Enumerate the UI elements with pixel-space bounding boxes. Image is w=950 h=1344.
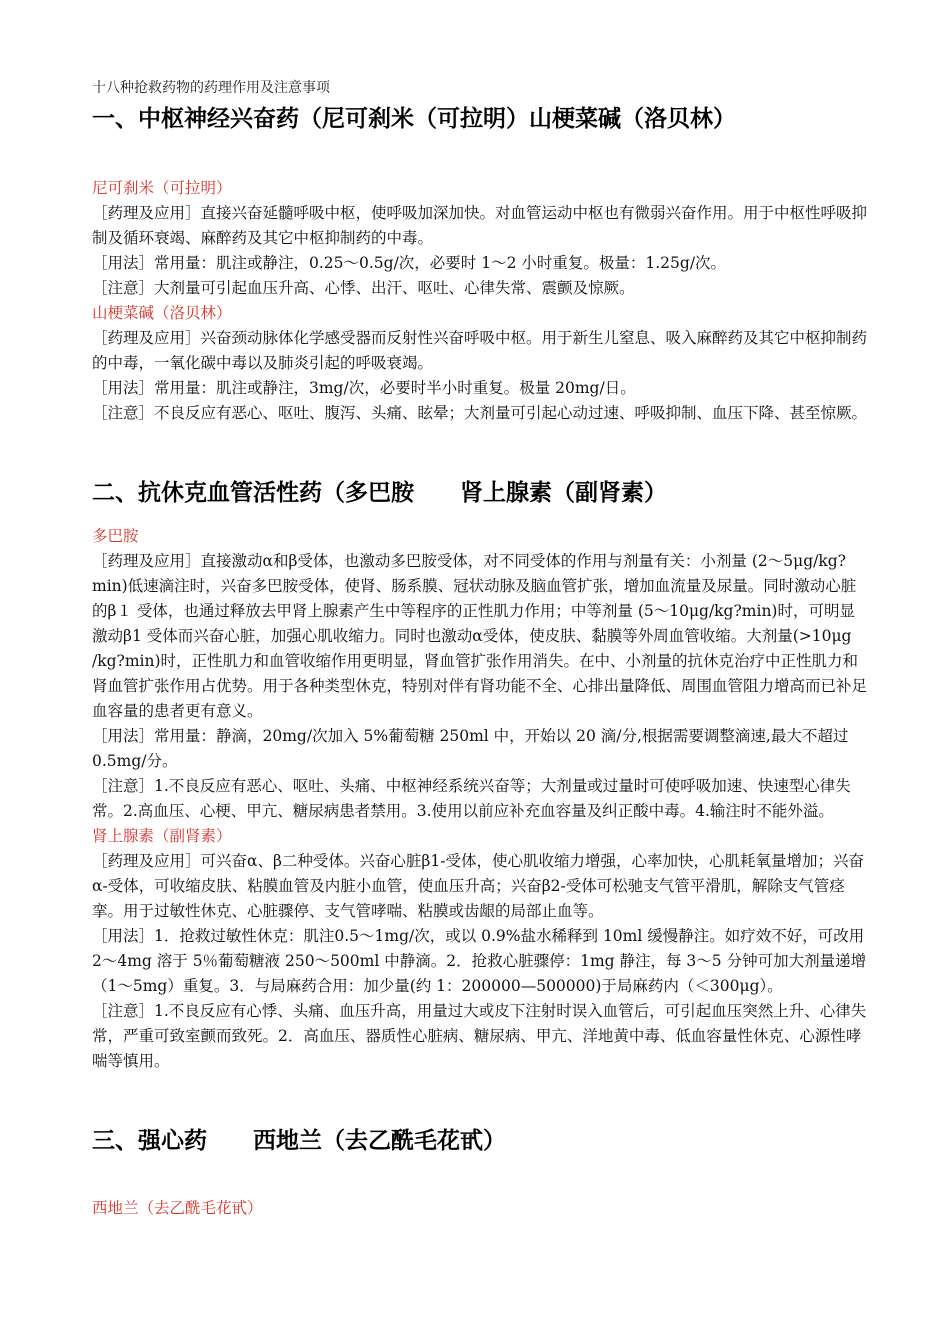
drug-pharmacology-text: ［药理及应用］直接激动α和β受体，也激动多巴胺受体，对不同受体的作用与剂量有关：小剂量 (2～5μg/kg?min)低速滴注时，兴奋多巴胺受体，使肾、肠系膜、冠状动脉及脑血管扩张，增加血流量及尿量。同时激动心脏的β１ 受体，也通过释放去甲肾上腺素产生中等程序的正性肌力作用；中等剂量 (5～10μg/kg?min)时，可明显激动β1 受体而兴奋心脏，加强心肌收缩力。同时也激动α受体，使皮肤、黏膜等外周血管收缩。大剂量(>10μg /kg?min)时，正性肌力和血管收缩作用更明显，肾血管扩张作用消失。在中、小剂量的抗休克治疗中正性肌力和肾血管扩张作用占优势。用于各种类型休克，特别对伴有肾功能不全、心排出量降低、周围血管阻力增高而已补足血容量的患者更有意义。 [92,552,868,720]
drug-name-nikethamide: 尼可刹米（可拉明） [92,179,232,197]
drug-name-lobeline: 山梗菜碱（洛贝林） [92,304,232,322]
drug-name-dopamine: 多巴胺 [92,527,139,545]
drug-usage-text: ［用法］1．抢救过敏性休克：肌注0.5～1mg/次，或以 0.9%盐水稀释到 10ml 缓慢静注。如疗效不好，可改用 2～4mg 溶于 5％葡萄糖液 250～500ml 中静滴。2．抢救心脏骤停：1mg 静注，每 3～5 分钟可加大剂量递增（1～5mg）重复。3．与局麻药合用：加少量(约 1：200000—500000)于局麻药内（＜300μg）。 [92,927,867,995]
drug-usage-text: ［用法］常用量：肌注或静注，3mg/次，必要时半小时重复。极量 20mg/日。 [92,379,636,397]
drug-caution-text: ［注意］不良反应有恶心、呕吐、腹泻、头痛、眩晕；大剂量可引起心动过速、呼吸抑制、血压下降、甚至惊厥。 [92,404,868,422]
drug-usage-text: ［用法］常用量：静滴，20mg/次加入 5%葡萄糖 250ml 中，开始以 20 滴/分,根据需要调整滴速,最大不超过 0.5mg/分。 [92,727,849,770]
document-title: 十八种抢救药物的药理作用及注意事项 [92,80,330,96]
drug-caution-text: ［注意］1.不良反应有恶心、呕吐、头痛、中枢神经系统兴奋等；大剂量或过量时可使呼吸加速、快速型心律失常。2.高血压、心梗、甲亢、糖尿病患者禁用。3.使用以前应补充血容量及纠正酸中毒。4.输注时不能外溢。 [92,777,851,820]
drug-name-epinephrine: 肾上腺素（副肾素） [92,827,232,845]
drug-pharmacology-text: ［药理及应用］可兴奋α、β二种受体。兴奋心脏β1-受体，使心肌收缩力增强，心率加快，心肌耗氧量增加；兴奋α-受体，可收缩皮肤、粘膜血管及内脏小血管，使血压升高；兴奋β2-受体可松驰支气管平滑肌，解除支气管痉挛。用于过敏性休克、心脏骤停、支气管哮喘、粘膜或齿龈的局部止血等。 [92,852,864,920]
section-heading-antishock-vasoactive: 二、抗休克血管活性药（多巴胺 肾上腺素（副肾素） [92,480,667,506]
section-body-antishock-vasoactive [92,524,867,1074]
drug-pharmacology-text: ［药理及应用］直接兴奋延髓呼吸中枢，使呼吸加深加快。对血管运动中枢也有微弱兴奋作用。用于中枢性呼吸抑制及循环衰竭、麻醉药及其它中枢抑制药的中毒。 [92,204,868,247]
section-heading-cns-stimulants: 一、中枢神经兴奋药（尼可刹米（可拉明）山梗菜碱（洛贝林） [92,106,736,132]
section-body-cardiotonics [92,1196,867,1221]
drug-caution-text: ［注意］大剂量可引起血压升高、心悸、出汗、呕吐、心律失常、震颤及惊厥。 [92,279,635,297]
section-body-cns-stimulants [92,176,867,426]
section-heading-cardiotonics: 三、强心药 西地兰（去乙酰毛花甙） [92,1128,506,1154]
drug-caution-text: ［注意］1.不良反应有心悸、头痛、血压升高，用量过大或皮下注射时误入血管后，可引起血压突然上升、心律失常，严重可致室颤而致死。2．高血压、器质性心脏病、糖尿病、甲亢、洋地黄中毒、低血容量性休克、心源性哮喘等慎用。 [92,1002,867,1070]
drug-pharmacology-text: ［药理及应用］兴奋颈动脉体化学感受器而反射性兴奋呼吸中枢。用于新生儿窒息、吸入麻醉药及其它中枢抑制药的中毒，一氧化碳中毒以及肺炎引起的呼吸衰竭。 [92,329,868,372]
drug-name-deslanoside: 西地兰（去乙酰毛花甙） [92,1199,263,1217]
drug-usage-text: ［用法］常用量：肌注或静注，0.25～0.5g/次，必要时 1～2 小时重复。极量：1.25g/次。 [92,254,727,272]
